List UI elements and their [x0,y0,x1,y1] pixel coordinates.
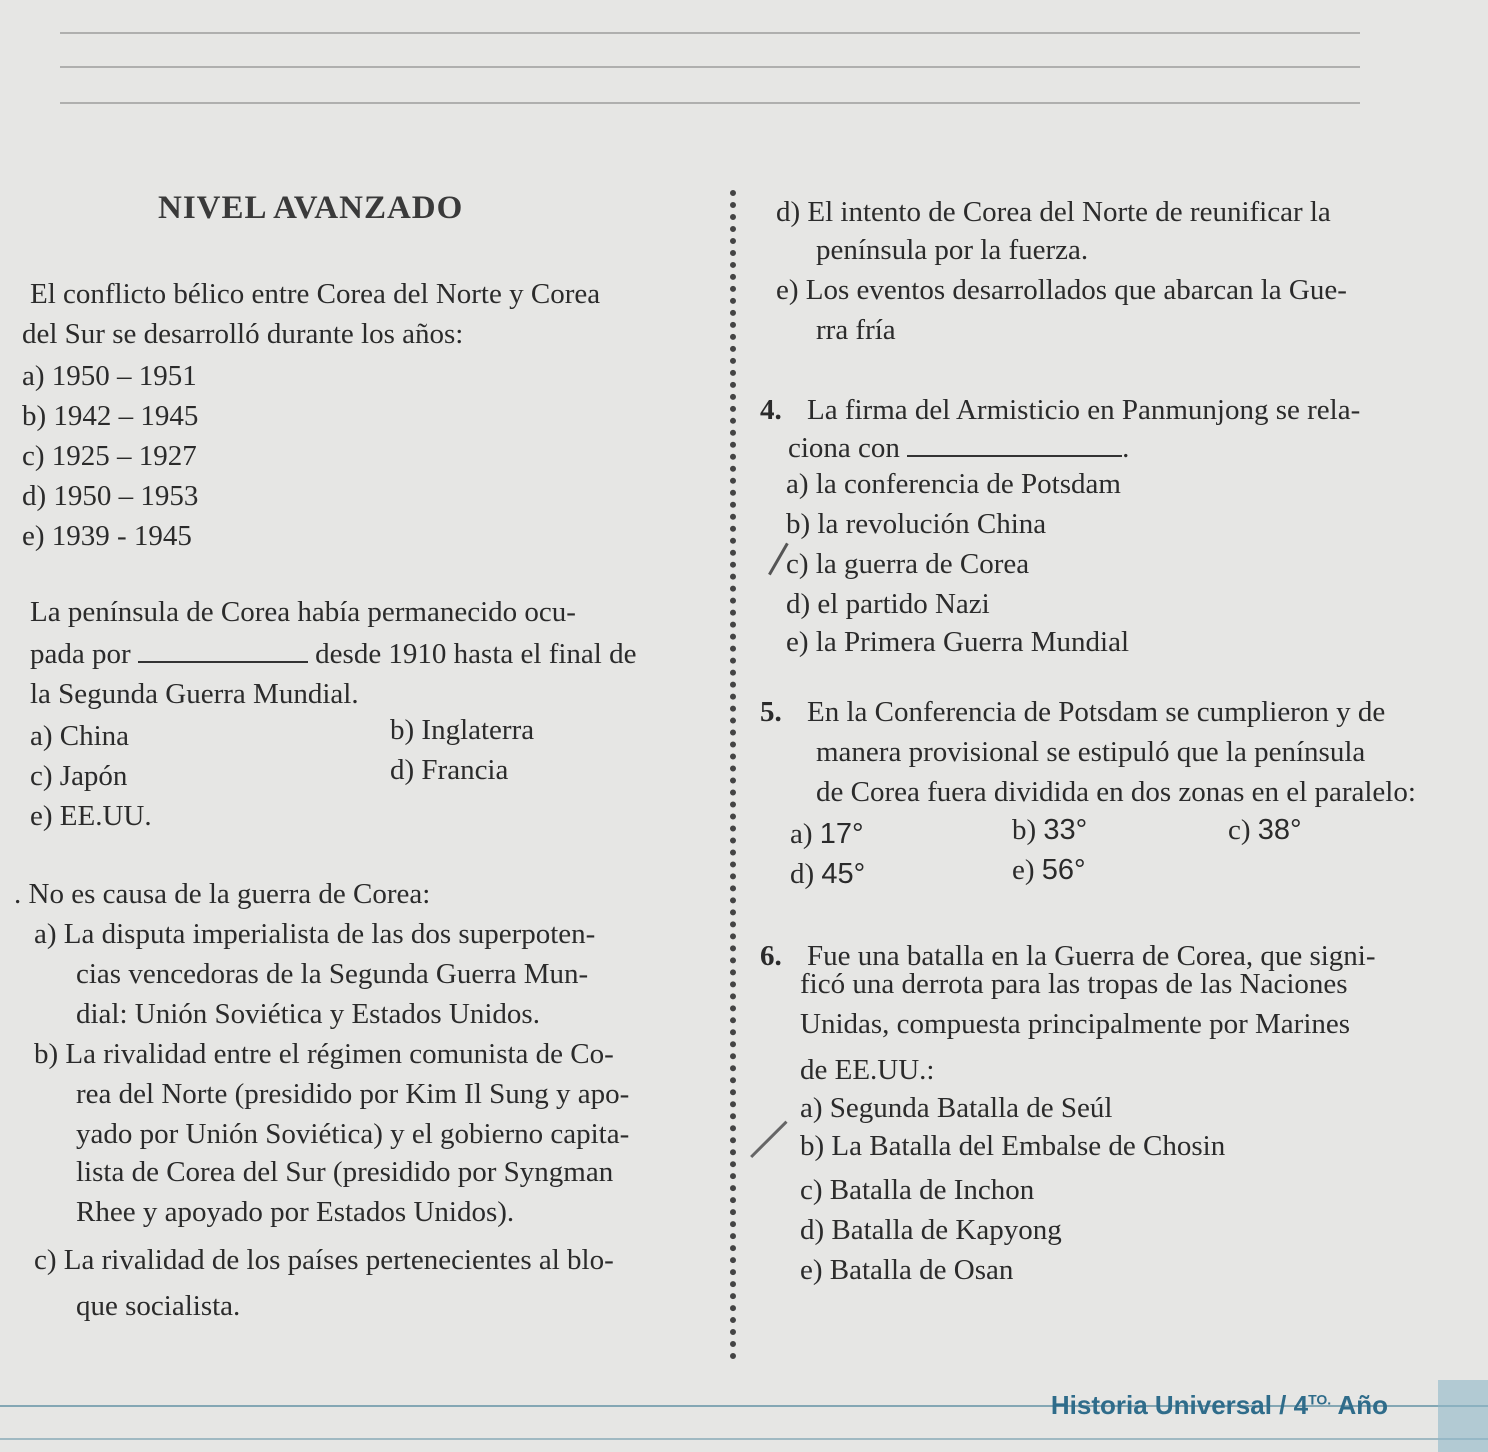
q2-text: pada por [30,638,131,670]
q5-option-d[interactable] [790,854,865,894]
q4-text-line [760,390,1360,430]
option-label: e) [1012,854,1035,886]
q3-text: . No es causa de la guerra de Corea: [14,878,431,910]
q1-option-e[interactable]: e) 1939 - 1945 [22,520,192,552]
q4-number: 4. [760,394,782,426]
q5-option-c[interactable] [1228,810,1302,850]
q3-option-e-cont: rra fría [816,314,896,346]
q1-option-a[interactable]: a) 1950 – 1951 [22,360,197,392]
section-heading: NIVEL AVANZADO [158,190,464,226]
q5-number: 5. [760,696,782,728]
fill-blank[interactable] [138,661,308,663]
q6-option-b[interactable]: b) La Batalla del Embalse de Chosin [800,1130,1226,1162]
answer-line [60,66,1360,68]
q3-option-b[interactable]: b) La rivalidad entre el régimen comunista de Co- [34,1038,614,1070]
answer-line [60,102,1360,104]
q6-option-a[interactable]: a) Segunda Batalla de Seúl [800,1092,1113,1124]
q6-text: de EE.UU.: [800,1054,935,1086]
option-value: 45° [821,858,866,890]
q2-option-a[interactable]: a) China [30,720,130,752]
q6-text: Fue una batalla en la Guerra de Corea, que signi- [807,940,1376,972]
q5-text: En la Conferencia de Potsdam se cumplieron y de [807,696,1386,728]
footer-grade-sup: TO. [1308,1391,1332,1408]
page-corner-tab [1438,1380,1488,1452]
q3-option-a-cont: dial: Unión Soviética y Estados Unidos. [76,998,540,1030]
q3-option-a[interactable]: a) La disputa imperialista de las dos superpoten- [34,918,596,950]
q2-option-c[interactable]: c) Japón [30,760,128,792]
answer-line [60,32,1360,34]
q1-option-c[interactable]: c) 1925 – 1927 [22,440,197,472]
q5-text-line [760,692,1385,732]
column-divider [730,190,736,1360]
q4-text: La firma del Armisticio en Panmunjong se rela- [807,394,1361,426]
q6-option-d[interactable]: d) Batalla de Kapyong [800,1214,1062,1246]
option-value: 33° [1043,814,1088,846]
q2-text: la Segunda Guerra Mundial. [30,678,359,710]
q5-text: de Corea fuera dividida en dos zonas en el paralelo: [816,776,1416,808]
q3-option-a-cont: cias vencedoras de la Segunda Guerra Mun- [76,958,589,990]
q1-text: El conflicto bélico entre Corea del Norte y Corea [30,278,601,310]
q5-option-a[interactable] [790,814,864,854]
q5-text: manera provisional se estipuló que la península [816,736,1366,768]
q1-text: del Sur se desarrolló durante los años: [22,318,464,350]
option-value: 17° [819,818,864,850]
q6-number: 6. [760,940,782,972]
q2-text-line [30,634,636,674]
q3-option-d[interactable]: d) El intento de Corea del Norte de reunificar la [776,196,1331,228]
q3-option-b-cont: yado por Unión Soviética) y el gobierno capita- [76,1118,630,1150]
q4-option-e[interactable]: e) la Primera Guerra Mundial [786,626,1130,658]
q2-option-b[interactable]: b) Inglaterra [390,714,535,746]
q3-option-b-cont: rea del Norte (presidido por Kim Il Sung y apo- [76,1078,630,1110]
q4-option-a[interactable]: a) la conferencia de Potsdam [786,468,1121,500]
q4-option-b[interactable]: b) la revolución China [786,508,1047,540]
q3-option-c[interactable]: c) La rivalidad de los países pertenecientes al blo- [34,1244,614,1276]
q2-text: La península de Corea había permanecido ocu- [30,596,576,628]
q3-option-e[interactable]: e) Los eventos desarrollados que abarcan la Gue- [776,274,1347,306]
fill-blank[interactable] [907,455,1122,457]
q6-text: ficó una derrota para las tropas de las Naciones [800,968,1348,1000]
footer-grade: 4 [1293,1390,1309,1420]
q2-option-d[interactable]: d) Francia [390,754,509,786]
q1-option-b[interactable]: b) 1942 – 1945 [22,400,199,432]
footer-year: Año [1337,1390,1388,1420]
q4-option-d[interactable]: d) el partido Nazi [786,588,990,620]
option-label: a) [790,818,813,850]
q6-option-c[interactable]: c) Batalla de Inchon [800,1174,1035,1206]
option-label: b) [1012,814,1037,846]
q2-option-e[interactable]: e) EE.UU. [30,800,152,832]
q6-text: Unidas, compuesta principalmente por Marines [800,1008,1351,1040]
q4-option-c[interactable]: c) la guerra de Corea [786,548,1030,580]
option-value: 38° [1257,814,1302,846]
footer-title [1051,1390,1388,1421]
option-value: 56° [1041,854,1086,886]
footer-subject: Historia Universal / [1050,1390,1287,1420]
q3-option-d-cont: península por la fuerza. [816,234,1089,266]
q4-period: . [1122,432,1130,464]
q1-option-d[interactable]: d) 1950 – 1953 [22,480,199,512]
q2-text: desde 1910 hasta el final de [315,638,637,670]
option-label: d) [790,858,815,890]
q4-text: ciona con [788,432,900,464]
q3-option-c-cont: que socialista. [76,1290,241,1322]
q3-option-b-cont: Rhee y apoyado por Estados Unidos). [76,1196,515,1228]
footer-line [0,1438,1488,1440]
q4-text-line [788,428,1129,468]
q6-option-e[interactable]: e) Batalla de Osan [800,1254,1014,1286]
option-label: c) [1228,814,1251,846]
q3-option-b-cont: lista de Corea del Sur (presidido por Syngman [76,1156,614,1188]
q5-option-b[interactable] [1012,810,1087,850]
q5-option-e[interactable] [1012,850,1086,890]
